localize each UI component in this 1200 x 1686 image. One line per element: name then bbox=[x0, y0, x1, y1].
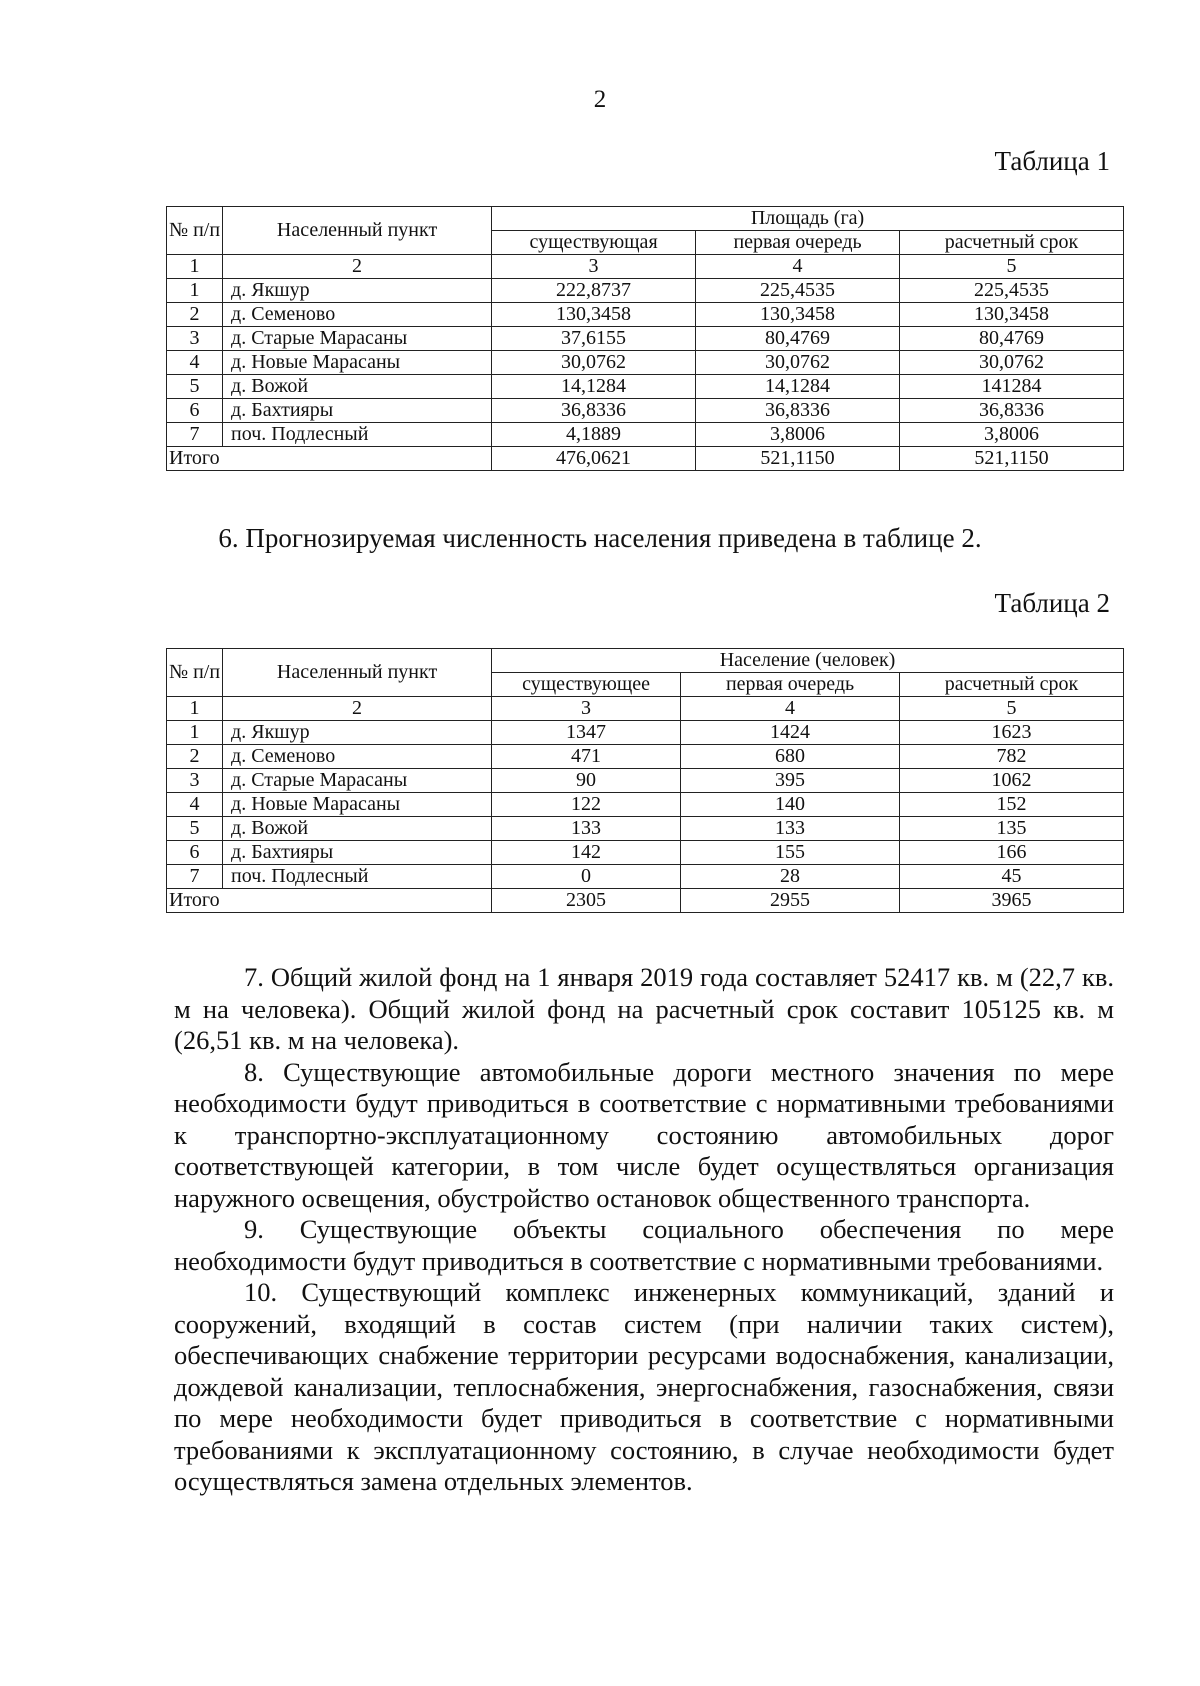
row-value-first-stage: 155 bbox=[681, 841, 900, 865]
row-settlement: д. Якшур bbox=[223, 721, 492, 745]
table-row bbox=[167, 375, 1124, 399]
index-cell: 2 bbox=[223, 255, 492, 279]
total-target: 521,1150 bbox=[900, 447, 1124, 471]
row-value-existing: 90 bbox=[492, 769, 681, 793]
row-value-first-stage: 36,8336 bbox=[696, 399, 900, 423]
header-col-first-stage: первая очередь bbox=[681, 673, 900, 697]
total-row bbox=[167, 447, 1124, 471]
table-row bbox=[167, 279, 1124, 303]
row-value-target: 3,8006 bbox=[900, 423, 1124, 447]
row-value-target: 1623 bbox=[900, 721, 1124, 745]
row-value-first-stage: 14,1284 bbox=[696, 375, 900, 399]
row-value-existing: 30,0762 bbox=[492, 351, 696, 375]
header-col-existing: существующее bbox=[492, 673, 681, 697]
row-settlement: д. Вожой bbox=[223, 817, 492, 841]
total-existing: 2305 bbox=[492, 889, 681, 913]
index-cell: 4 bbox=[696, 255, 900, 279]
row-value-target: 130,3458 bbox=[900, 303, 1124, 327]
row-num: 2 bbox=[167, 745, 223, 769]
row-value-first-stage: 395 bbox=[681, 769, 900, 793]
table-row bbox=[167, 769, 1124, 793]
row-settlement: д. Старые Марасаны bbox=[223, 769, 492, 793]
row-value-first-stage: 130,3458 bbox=[696, 303, 900, 327]
table-row bbox=[167, 865, 1124, 889]
header-settlement: Населенный пункт bbox=[223, 207, 492, 255]
paragraph-7: 7. Общий жилой фонд на 1 января 2019 года составляет 52417 кв. м (22,7 кв. м на человека). Общий жилой фонд на расчетный срок составит 105125 кв. м (26,51 кв. м на человека). bbox=[174, 962, 1114, 1055]
total-label: Итого bbox=[167, 889, 492, 913]
total-first-stage: 521,1150 bbox=[696, 447, 900, 471]
population-table bbox=[166, 648, 1124, 913]
table-row bbox=[167, 721, 1124, 745]
table-header-row bbox=[167, 207, 1124, 231]
header-col-target: расчетный срок bbox=[900, 231, 1124, 255]
table-row bbox=[167, 745, 1124, 769]
row-value-first-stage: 3,8006 bbox=[696, 423, 900, 447]
body-text bbox=[174, 962, 1114, 1498]
header-num: № п/п bbox=[167, 207, 223, 255]
header-col-target: расчетный срок bbox=[900, 673, 1124, 697]
row-value-existing: 4,1889 bbox=[492, 423, 696, 447]
paragraph-10: 10. Существующий комплекс инженерных коммуникаций, зданий и сооружений, входящий в состав систем (при наличии таких систем), обеспечивающих снабжение территории ресурсами водоснабжения, канализации, дождевой канализации, теплоснабжения, энергоснабжения, газоснабжения, связи по мере необходимости будет приводиться в соответствие с нормативными требованиями к эксплуатационному состоянию, в случае необходимости будет осуществляться замена отдельных элементов. bbox=[174, 1277, 1114, 1496]
row-value-existing: 222,8737 bbox=[492, 279, 696, 303]
table-row bbox=[167, 841, 1124, 865]
row-settlement: д. Семеново bbox=[223, 303, 492, 327]
row-num: 5 bbox=[167, 375, 223, 399]
row-value-target: 45 bbox=[900, 865, 1124, 889]
total-target: 3965 bbox=[900, 889, 1124, 913]
row-settlement: д. Бахтияры bbox=[223, 841, 492, 865]
row-value-target: 36,8336 bbox=[900, 399, 1124, 423]
header-population-group: Население (человек) bbox=[492, 649, 1124, 673]
row-value-existing: 471 bbox=[492, 745, 681, 769]
row-settlement: д. Бахтияры bbox=[223, 399, 492, 423]
row-num: 6 bbox=[167, 399, 223, 423]
row-value-target: 152 bbox=[900, 793, 1124, 817]
section-6-text: 6. Прогнозируемая численность населения приведена в таблице 2. bbox=[218, 523, 982, 553]
total-existing: 476,0621 bbox=[492, 447, 696, 471]
row-settlement: поч. Подлесный bbox=[223, 865, 492, 889]
table1-caption: Таблица 1 bbox=[994, 146, 1110, 176]
paragraph-9: 9. Существующие объекты социального обеспечения по мере необходимости будут приводиться в соответствие с нормативными требованиями. bbox=[174, 1214, 1114, 1276]
row-value-target: 225,4535 bbox=[900, 279, 1124, 303]
index-cell: 4 bbox=[681, 697, 900, 721]
row-num: 6 bbox=[167, 841, 223, 865]
index-cell: 5 bbox=[900, 697, 1124, 721]
row-value-target: 141284 bbox=[900, 375, 1124, 399]
row-value-existing: 36,8336 bbox=[492, 399, 696, 423]
row-value-first-stage: 225,4535 bbox=[696, 279, 900, 303]
area-table bbox=[166, 206, 1124, 471]
index-row bbox=[167, 697, 1124, 721]
row-value-first-stage: 30,0762 bbox=[696, 351, 900, 375]
row-num: 3 bbox=[167, 327, 223, 351]
row-num: 4 bbox=[167, 351, 223, 375]
table-row bbox=[167, 817, 1124, 841]
table-row bbox=[167, 327, 1124, 351]
row-value-existing: 130,3458 bbox=[492, 303, 696, 327]
header-col-existing: существующая bbox=[492, 231, 696, 255]
row-value-target: 135 bbox=[900, 817, 1124, 841]
total-row bbox=[167, 889, 1124, 913]
row-value-first-stage: 680 bbox=[681, 745, 900, 769]
row-settlement: д. Новые Марасаны bbox=[223, 793, 492, 817]
index-cell: 1 bbox=[167, 697, 223, 721]
row-settlement: д. Семеново bbox=[223, 745, 492, 769]
row-value-first-stage: 1424 bbox=[681, 721, 900, 745]
row-value-target: 782 bbox=[900, 745, 1124, 769]
row-num: 2 bbox=[167, 303, 223, 327]
row-value-existing: 1347 bbox=[492, 721, 681, 745]
row-value-first-stage: 133 bbox=[681, 817, 900, 841]
table-row bbox=[167, 793, 1124, 817]
row-settlement: д. Якшур bbox=[223, 279, 492, 303]
total-label: Итого bbox=[167, 447, 492, 471]
total-first-stage: 2955 bbox=[681, 889, 900, 913]
row-value-first-stage: 140 bbox=[681, 793, 900, 817]
row-settlement: поч. Подлесный bbox=[223, 423, 492, 447]
row-num: 3 bbox=[167, 769, 223, 793]
header-col-first-stage: первая очередь bbox=[696, 231, 900, 255]
paragraph-8: 8. Существующие автомобильные дороги местного значения по мере необходимости будут приводиться в соответствие с нормативными требованиями к транспортно-эксплуатационному состоянию автомобильных дорог соответствующей категории, в том числе будет осуществляться организация наружного освещения, обустройство остановок общественного транспорта. bbox=[174, 1056, 1114, 1213]
row-settlement: д. Вожой bbox=[223, 375, 492, 399]
index-cell: 5 bbox=[900, 255, 1124, 279]
index-cell: 3 bbox=[492, 697, 681, 721]
index-cell: 3 bbox=[492, 255, 696, 279]
table-row bbox=[167, 351, 1124, 375]
table2-caption: Таблица 2 bbox=[994, 588, 1110, 618]
table-row bbox=[167, 303, 1124, 327]
row-value-existing: 37,6155 bbox=[492, 327, 696, 351]
row-value-target: 80,4769 bbox=[900, 327, 1124, 351]
row-settlement: д. Новые Марасаны bbox=[223, 351, 492, 375]
row-value-first-stage: 28 bbox=[681, 865, 900, 889]
table-row bbox=[167, 399, 1124, 423]
row-num: 4 bbox=[167, 793, 223, 817]
row-num: 1 bbox=[167, 279, 223, 303]
row-value-target: 1062 bbox=[900, 769, 1124, 793]
row-settlement: д. Старые Марасаны bbox=[223, 327, 492, 351]
row-num: 7 bbox=[167, 865, 223, 889]
index-row bbox=[167, 255, 1124, 279]
row-num: 7 bbox=[167, 423, 223, 447]
table-row bbox=[167, 423, 1124, 447]
header-area-group: Площадь (га) bbox=[492, 207, 1124, 231]
row-value-existing: 122 bbox=[492, 793, 681, 817]
row-value-existing: 133 bbox=[492, 817, 681, 841]
row-num: 1 bbox=[167, 721, 223, 745]
index-cell: 2 bbox=[223, 697, 492, 721]
header-settlement: Населенный пункт bbox=[223, 649, 492, 697]
row-value-existing: 14,1284 bbox=[492, 375, 696, 399]
page-number: 2 bbox=[593, 86, 607, 113]
row-value-target: 166 bbox=[900, 841, 1124, 865]
row-value-first-stage: 80,4769 bbox=[696, 327, 900, 351]
index-cell: 1 bbox=[167, 255, 223, 279]
row-value-existing: 0 bbox=[492, 865, 681, 889]
table-header-row bbox=[167, 649, 1124, 673]
row-num: 5 bbox=[167, 817, 223, 841]
row-value-target: 30,0762 bbox=[900, 351, 1124, 375]
row-value-existing: 142 bbox=[492, 841, 681, 865]
header-num: № п/п bbox=[167, 649, 223, 697]
